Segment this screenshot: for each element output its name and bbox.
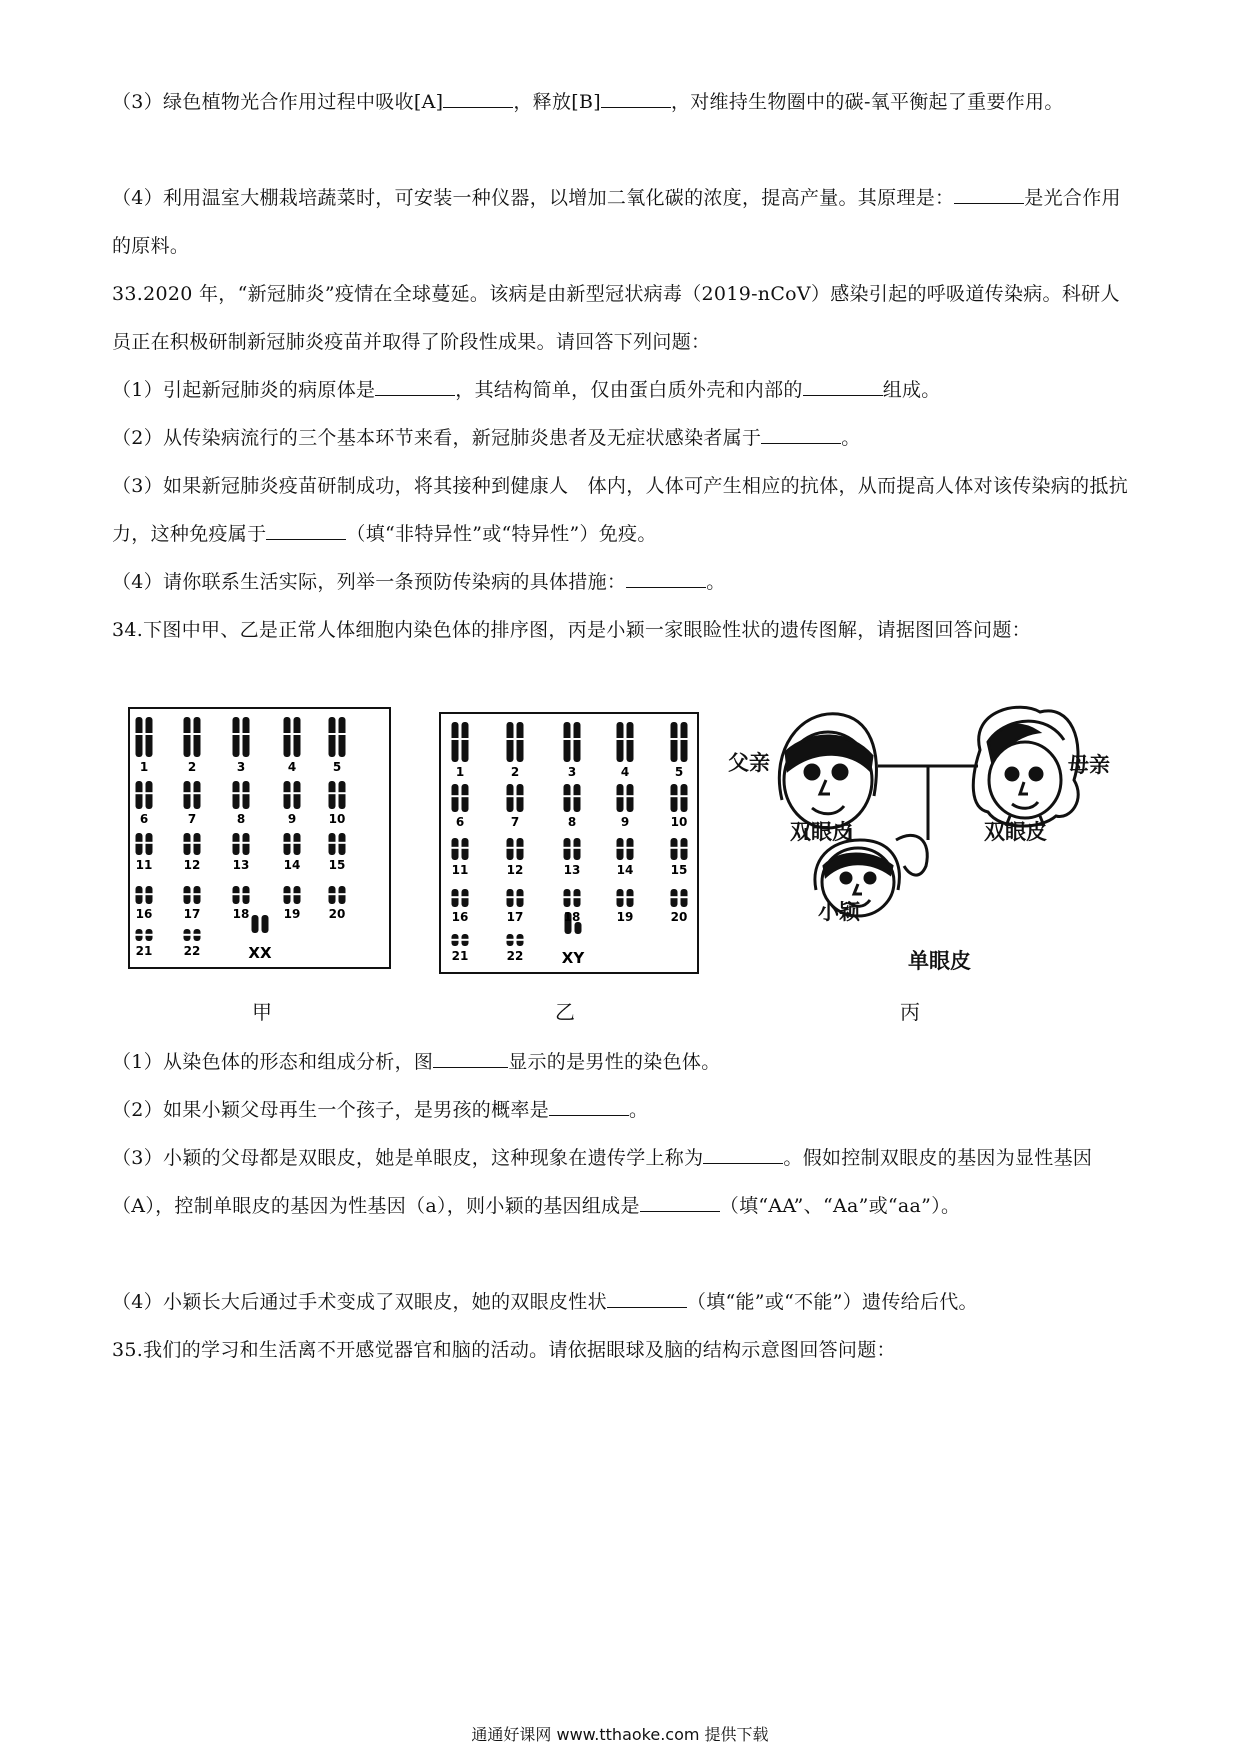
jia-centromere-22-2: [193, 934, 201, 936]
jia-centromere-6-2: [145, 792, 153, 794]
jia-centromere-9-1: [283, 792, 291, 794]
jia-chromosome-9-1: [284, 781, 291, 809]
yi-chromosome-2-1: [507, 722, 514, 762]
jia-chromosome-14-2: [294, 833, 301, 855]
yi-chromosome-number: 19: [616, 910, 634, 924]
q32-item3: [112, 78, 1132, 126]
jia-chromosome-13-2: [243, 833, 250, 855]
jia-chromosome-4-1: [284, 717, 291, 757]
yi-chromosome-5-1: [671, 722, 678, 762]
yi-centromere-3-1: [563, 738, 571, 740]
jia-centromere-10-2: [338, 792, 346, 794]
jia-centromere-5-1: [328, 733, 336, 735]
q34-item4-text-b: （填“能”或“不能”）遗传给后代。: [686, 1291, 978, 1313]
q32-item3-text-b: ，释放[B]: [513, 91, 601, 113]
yi-chromosome-10-2: [681, 784, 688, 812]
q34-item1-text-a: （1）从染色体的形态和组成分析，图: [112, 1051, 434, 1073]
jia-chromosome-13-1: [233, 833, 240, 855]
jia-centromere-15-1: [328, 842, 336, 844]
yi-chromosome-number: 12: [506, 863, 524, 877]
jia-chromosome-6-2: [146, 781, 153, 809]
mother-trait: 双眼皮: [984, 819, 1047, 844]
q33-item2: [112, 414, 1132, 462]
yi-chromosome-1-2: [462, 722, 469, 762]
jia-centromere-12-1: [183, 842, 191, 844]
q32-item4: [112, 174, 1132, 270]
jia-centromere-8-2: [242, 792, 250, 794]
yi-centromere-15-2: [680, 847, 688, 849]
yi-chromosome-number: 10: [670, 815, 688, 829]
yi-chromosome-3-2: [574, 722, 581, 762]
jia-chromosome-number: 19: [283, 907, 301, 921]
yi-centromere-20-1: [670, 896, 678, 898]
jia-centromere-11-2: [145, 842, 153, 844]
yi-centromere-8-2: [573, 795, 581, 797]
jia-centromere-19-2: [293, 893, 301, 895]
jia-centromere-12-2: [193, 842, 201, 844]
yi-chromosome-14-2: [627, 838, 634, 860]
yi-centromere-17-1: [506, 896, 514, 898]
jia-chromosome-number: 8: [236, 812, 246, 826]
jia-centromere-14-1: [283, 842, 291, 844]
jia-chromosome-10-2: [339, 781, 346, 809]
caption-yi: 乙: [555, 1000, 575, 1024]
jia-chromosome-2-1: [184, 717, 191, 757]
jia-chromosome-number: 17: [183, 907, 201, 921]
q33-item4-text-b: 。: [706, 571, 726, 593]
jia-centromere-17-1: [183, 893, 191, 895]
q34-item3-text-c: （填“AA”、“Aa”或“aa”）。: [719, 1195, 961, 1217]
q33-item3-text-b: （填“非特异性”或“特异性”）免疫。: [346, 523, 657, 545]
q35-stem: 35.我们的学习和生活离不开感觉器官和脑的活动。请依据眼球及脑的结构示意图回答问题：: [112, 1339, 896, 1361]
jia-centromere-13-1: [232, 842, 240, 844]
yi-centromere-14-1: [616, 847, 624, 849]
yi-centromere-18-2: [573, 896, 581, 898]
jia-chromosome-15-2: [339, 833, 346, 855]
yi-centromere-14-2: [626, 847, 634, 849]
jia-centromere-18-1: [232, 893, 240, 895]
jia-chromosome-11-2: [146, 833, 153, 855]
jia-centromere-20-1: [328, 893, 336, 895]
yi-chromosome-number: 20: [670, 910, 688, 924]
yi-centromere-2-2: [516, 738, 524, 740]
jia-chromosome-4-2: [294, 717, 301, 757]
child-label: 小颖: [818, 899, 860, 924]
yi-chromosome-2-2: [517, 722, 524, 762]
yi-centromere-1-2: [461, 738, 469, 740]
yi-chromosome-11-1: [452, 838, 459, 860]
jia-chromosome-14-1: [284, 833, 291, 855]
jia-centromere-16-2: [145, 893, 153, 895]
jia-centromere-9-2: [293, 792, 301, 794]
yi-chromosome-number: 22: [506, 949, 524, 963]
jia-chromosome-12-1: [184, 833, 191, 855]
yi-centromere-5-1: [670, 738, 678, 740]
jia-centromere-16-1: [135, 893, 143, 895]
yi-chromosome-number: 13: [563, 863, 581, 877]
jia-centromere-2-2: [193, 733, 201, 735]
jia-chromosome-12-2: [194, 833, 201, 855]
q34-item2-text-b: 。: [629, 1099, 649, 1121]
jia-chromosome-number: 14: [283, 858, 301, 872]
yi-chromosome-number: 7: [510, 815, 520, 829]
yi-chromosome-6-2: [462, 784, 469, 812]
sex-chromosome-label-yi: XY: [561, 949, 585, 967]
answer-blank[interactable]: [375, 375, 455, 396]
yi-chromosome-number: 8: [567, 815, 577, 829]
mother-portrait: [973, 707, 1078, 826]
jia-chromosome-7-2: [194, 781, 201, 809]
chromosome-numbers-jia: [136, 760, 346, 958]
jia-centromere-3-1: [232, 733, 240, 735]
answer-blank[interactable]: [803, 375, 883, 396]
q33-item3: [112, 462, 1132, 558]
jia-centromere-17-2: [193, 893, 201, 895]
jia-chromosome-11-1: [136, 833, 143, 855]
answer-blank-A[interactable]: [443, 87, 513, 108]
mother-label: 母亲: [1068, 752, 1110, 777]
caption-jia: 甲: [252, 1000, 272, 1024]
answer-blank[interactable]: [703, 1143, 783, 1164]
jia-chromosome-number: 9: [287, 812, 297, 826]
yi-chromosome-7-1: [507, 784, 514, 812]
yi-centromere-20-2: [680, 896, 688, 898]
q34-item3: [112, 1134, 1132, 1230]
jia-centromere-1-1: [135, 733, 143, 735]
jia-centromere-3-2: [242, 733, 250, 735]
yi-centromere-4-2: [626, 738, 634, 740]
jia-centromere-2-1: [183, 733, 191, 735]
yi-centromere-19-1: [616, 896, 624, 898]
yi-centromere-13-1: [563, 847, 571, 849]
yi-chromosome-11-2: [462, 838, 469, 860]
answer-blank-B[interactable]: [601, 87, 671, 108]
jia-chromosome-number: 6: [139, 812, 149, 826]
yi-centromere-9-2: [626, 795, 634, 797]
q34-item4-text-a: （4）小颖长大后通过手术变成了双眼皮，她的双眼皮性状: [112, 1291, 607, 1313]
yi-chromosome-4-1: [617, 722, 624, 762]
yi-centromere-16-1: [451, 896, 459, 898]
jia-chromosome-7-1: [184, 781, 191, 809]
q34-item1-text-b: 显示的是男性的染色体。: [508, 1051, 721, 1073]
yi-chromosome-13-2: [574, 838, 581, 860]
yi-chromosome-number: 4: [620, 765, 630, 779]
yi-centromere-1-1: [451, 738, 459, 740]
yi-centromere-18-1: [563, 896, 571, 898]
jia-chromosome-15-1: [329, 833, 336, 855]
jia-centromere-21-2: [145, 934, 153, 936]
jia-centromere-11-1: [135, 842, 143, 844]
q32-item3-text-c: ，对维持生物圈中的碳-氧平衡起了重要作用。: [670, 91, 1064, 113]
yi-chromosome-number: 14: [616, 863, 634, 877]
jia-centromere-8-1: [232, 792, 240, 794]
jia-chromosome-number: 18: [232, 907, 250, 921]
q33-item3-text-a: （3）如果新冠肺炎疫苗研制成功，将其接种到健康人 体内，人体可产生相应的抗体，从而提高人体对该传染病的抵抗力，这种免疫属于: [112, 475, 1128, 545]
yi-chromosome-number: 21: [451, 949, 469, 963]
jia-chromosome-number: 12: [183, 858, 201, 872]
karyotype-yi-svg: [441, 714, 697, 972]
jia-chromosome-number: 3: [236, 760, 246, 774]
yi-centromere-16-2: [461, 896, 469, 898]
yi-centromere-7-1: [506, 795, 514, 797]
yi-centromere-9-1: [616, 795, 624, 797]
child-trait: 单眼皮: [908, 948, 971, 973]
yi-chromosome-number: 3: [567, 765, 577, 779]
karyotype-jia-svg: [130, 709, 389, 967]
karyotype-yi: [439, 712, 699, 974]
answer-blank[interactable]: [607, 1287, 687, 1308]
answer-blank[interactable]: [626, 567, 706, 588]
jia-chromosome-number: 7: [187, 812, 197, 826]
answer-blank[interactable]: [761, 423, 841, 444]
jia-centromere-7-2: [193, 792, 201, 794]
yi-chromosome-4-2: [627, 722, 634, 762]
jia-chromosome-number: 13: [232, 858, 250, 872]
jia-chromosome-6-1: [136, 781, 143, 809]
jia-chromosome-number: 4: [287, 760, 297, 774]
jia-centromere-7-1: [183, 792, 191, 794]
yi-chromosome-number: 11: [451, 863, 469, 877]
jia-centromere-22-1: [183, 934, 191, 936]
jia-centromere-1-2: [145, 733, 153, 735]
yi-centromere-13-2: [573, 847, 581, 849]
q33-item4-text-a: （4）请你联系生活实际，列举一条预防传染病的具体措施：: [112, 571, 627, 593]
q34-item2: [112, 1086, 1132, 1134]
jia-chromosome-number: 2: [187, 760, 197, 774]
jia-chromosome-number: 20: [328, 907, 346, 921]
yi-chromosome-number: 15: [670, 863, 688, 877]
yi-centromere-12-1: [506, 847, 514, 849]
jia-chromosome-8-2: [243, 781, 250, 809]
yi-chromosome-8-2: [574, 784, 581, 812]
yi-centromere-6-2: [461, 795, 469, 797]
yi-centromere-7-2: [516, 795, 524, 797]
jia-chromosome-1-1: [136, 717, 143, 757]
q34-item1: [112, 1038, 1132, 1086]
q34-stem: 34.下图中甲、乙是正常人体细胞内染色体的排序图，丙是小颖一家眼睑性状的遗传图解，请据图回答问题：: [112, 619, 1031, 641]
yi-chromosome-number: 2: [510, 765, 520, 779]
q33-item1-text-b: ，其结构简单，仅由蛋白质外壳和内部的: [455, 379, 803, 401]
q32-item4-text-b: 是光合作用的原料。: [112, 187, 1121, 257]
yi-chromosome-12-1: [507, 838, 514, 860]
yi-chromosome-15-1: [671, 838, 678, 860]
yi-chromosome-13-1: [564, 838, 571, 860]
jia-sex-chromosome-1: [252, 915, 259, 933]
jia-centromere-4-1: [283, 733, 291, 735]
jia-centromere-4-2: [293, 733, 301, 735]
yi-chromosome-6-1: [452, 784, 459, 812]
yi-centromere-3-2: [573, 738, 581, 740]
yi-centromere-2-1: [506, 738, 514, 740]
yi-chromosome-number: 16: [451, 910, 469, 924]
yi-centromere-22-1: [506, 939, 514, 941]
yi-centromere-21-1: [451, 939, 459, 941]
yi-centromere-21-2: [461, 939, 469, 941]
yi-chromosome-8-1: [564, 784, 571, 812]
yi-centromere-11-2: [461, 847, 469, 849]
yi-chromosome-15-2: [681, 838, 688, 860]
yi-chromosome-number: 6: [455, 815, 465, 829]
yi-chromosome-number: 5: [674, 765, 684, 779]
answer-blank[interactable]: [433, 1047, 508, 1068]
yi-centromere-10-2: [680, 795, 688, 797]
jia-centromere-13-2: [242, 842, 250, 844]
yi-centromere-8-1: [563, 795, 571, 797]
caption-bing: 丙: [900, 1000, 920, 1024]
jia-chromosome-number: 5: [332, 760, 342, 774]
jia-chromosome-number: 22: [183, 944, 201, 958]
yi-chromosome-9-2: [627, 784, 634, 812]
answer-blank[interactable]: [640, 1191, 720, 1212]
q34-item4: [112, 1278, 1132, 1326]
yi-chromosome-5-2: [681, 722, 688, 762]
yi-centromere-15-1: [670, 847, 678, 849]
q34-item3-text-b: 。假如控制双眼皮的基因为显性基因（A），控制单眼皮的基因为性基因（a），则小颖的基因组成是: [112, 1147, 1093, 1217]
jia-chromosome-10-1: [329, 781, 336, 809]
jia-centromere-15-2: [338, 842, 346, 844]
q33-item1-text-c: 组成。: [882, 379, 941, 401]
yi-chromosome-14-1: [617, 838, 624, 860]
yi-chromosome-1-1: [452, 722, 459, 762]
jia-chromosome-number: 10: [328, 812, 346, 826]
q33-stem: 33.2020 年，“新冠肺炎”疫情在全球蔓延。该病是由新型冠状病毒（2019-nCoV）感染引起的呼吸道传染病。科研人员正在积极研制新冠肺炎疫苗并取得了阶段性成果。请回答下列问题：: [112, 283, 1120, 353]
yi-chromosome-12-2: [517, 838, 524, 860]
answer-blank[interactable]: [266, 519, 346, 540]
yi-chromosome-3-1: [564, 722, 571, 762]
yi-chromosome-10-1: [671, 784, 678, 812]
jia-chromosome-number: 1: [139, 760, 149, 774]
jia-chromosome-number: 16: [135, 907, 153, 921]
jia-chromosome-5-1: [329, 717, 336, 757]
yi-centromere-4-1: [616, 738, 624, 740]
karyotype-jia: [128, 707, 391, 969]
yi-chromosome-number: 18: [563, 910, 581, 924]
q34-item3-text-a: （3）小颖的父母都是双眼皮，她是单眼皮，这种现象在遗传学上称为: [112, 1147, 704, 1169]
yi-chromosome-number: 9: [620, 815, 630, 829]
q32-item4-text-a: （4）利用温室大棚栽培蔬菜时，可安装一种仪器，以增加二氧化碳的浓度，提高产量。其原理是：: [112, 187, 955, 209]
jia-centromere-20-2: [338, 893, 346, 895]
jia-centromere-10-1: [328, 792, 336, 794]
jia-centromere-5-2: [338, 733, 346, 735]
q33-item2-text-b: 。: [841, 427, 861, 449]
q32-item3-text-a: （3）绿色植物光合作用过程中吸收[A]: [112, 91, 444, 113]
footer: 通通好课网 www.tthaoke.com 提供下载: [471, 1725, 769, 1744]
yi-chromosome-9-1: [617, 784, 624, 812]
jia-chromosome-3-1: [233, 717, 240, 757]
jia-chromosome-number: 21: [135, 944, 153, 958]
jia-centromere-6-1: [135, 792, 143, 794]
father-trait: 双眼皮: [790, 819, 853, 844]
yi-centromere-17-2: [516, 896, 524, 898]
answer-blank[interactable]: [549, 1095, 629, 1116]
jia-sex-chromosome-2: [262, 915, 269, 933]
jia-chromosome-3-2: [243, 717, 250, 757]
jia-chromosome-number: 15: [328, 858, 346, 872]
yi-centromere-11-1: [451, 847, 459, 849]
q33-item2-text-a: （2）从传染病流行的三个基本环节来看，新冠肺炎患者及无症状感染者属于: [112, 427, 762, 449]
yi-chromosome-7-2: [517, 784, 524, 812]
q33-item1: [112, 366, 1132, 414]
jia-chromosome-1-2: [146, 717, 153, 757]
yi-centromere-6-1: [451, 795, 459, 797]
q33-item1-text-a: （1）引起新冠肺炎的病原体是: [112, 379, 376, 401]
jia-centromere-18-2: [242, 893, 250, 895]
q33-item4: [112, 558, 1132, 606]
yi-centromere-10-1: [670, 795, 678, 797]
jia-centromere-21-1: [135, 934, 143, 936]
yi-centromere-5-2: [680, 738, 688, 740]
yi-chromosome-number: 1: [455, 765, 465, 779]
jia-chromosome-2-2: [194, 717, 201, 757]
jia-chromosome-5-2: [339, 717, 346, 757]
jia-centromere-14-2: [293, 842, 301, 844]
jia-chromosome-number: 11: [135, 858, 153, 872]
yi-chromosome-number: 17: [506, 910, 524, 924]
yi-centromere-22-2: [516, 939, 524, 941]
yi-centromere-12-2: [516, 847, 524, 849]
answer-blank[interactable]: [954, 183, 1024, 204]
jia-centromere-19-1: [283, 893, 291, 895]
father-label: 父亲: [728, 750, 770, 775]
sex-chromosome-label-jia: XX: [248, 944, 272, 962]
jia-chromosome-9-2: [294, 781, 301, 809]
jia-chromosome-8-1: [233, 781, 240, 809]
yi-centromere-19-2: [626, 896, 634, 898]
q34-item2-text-a: （2）如果小颖父母再生一个孩子，是男孩的概率是: [112, 1099, 549, 1121]
